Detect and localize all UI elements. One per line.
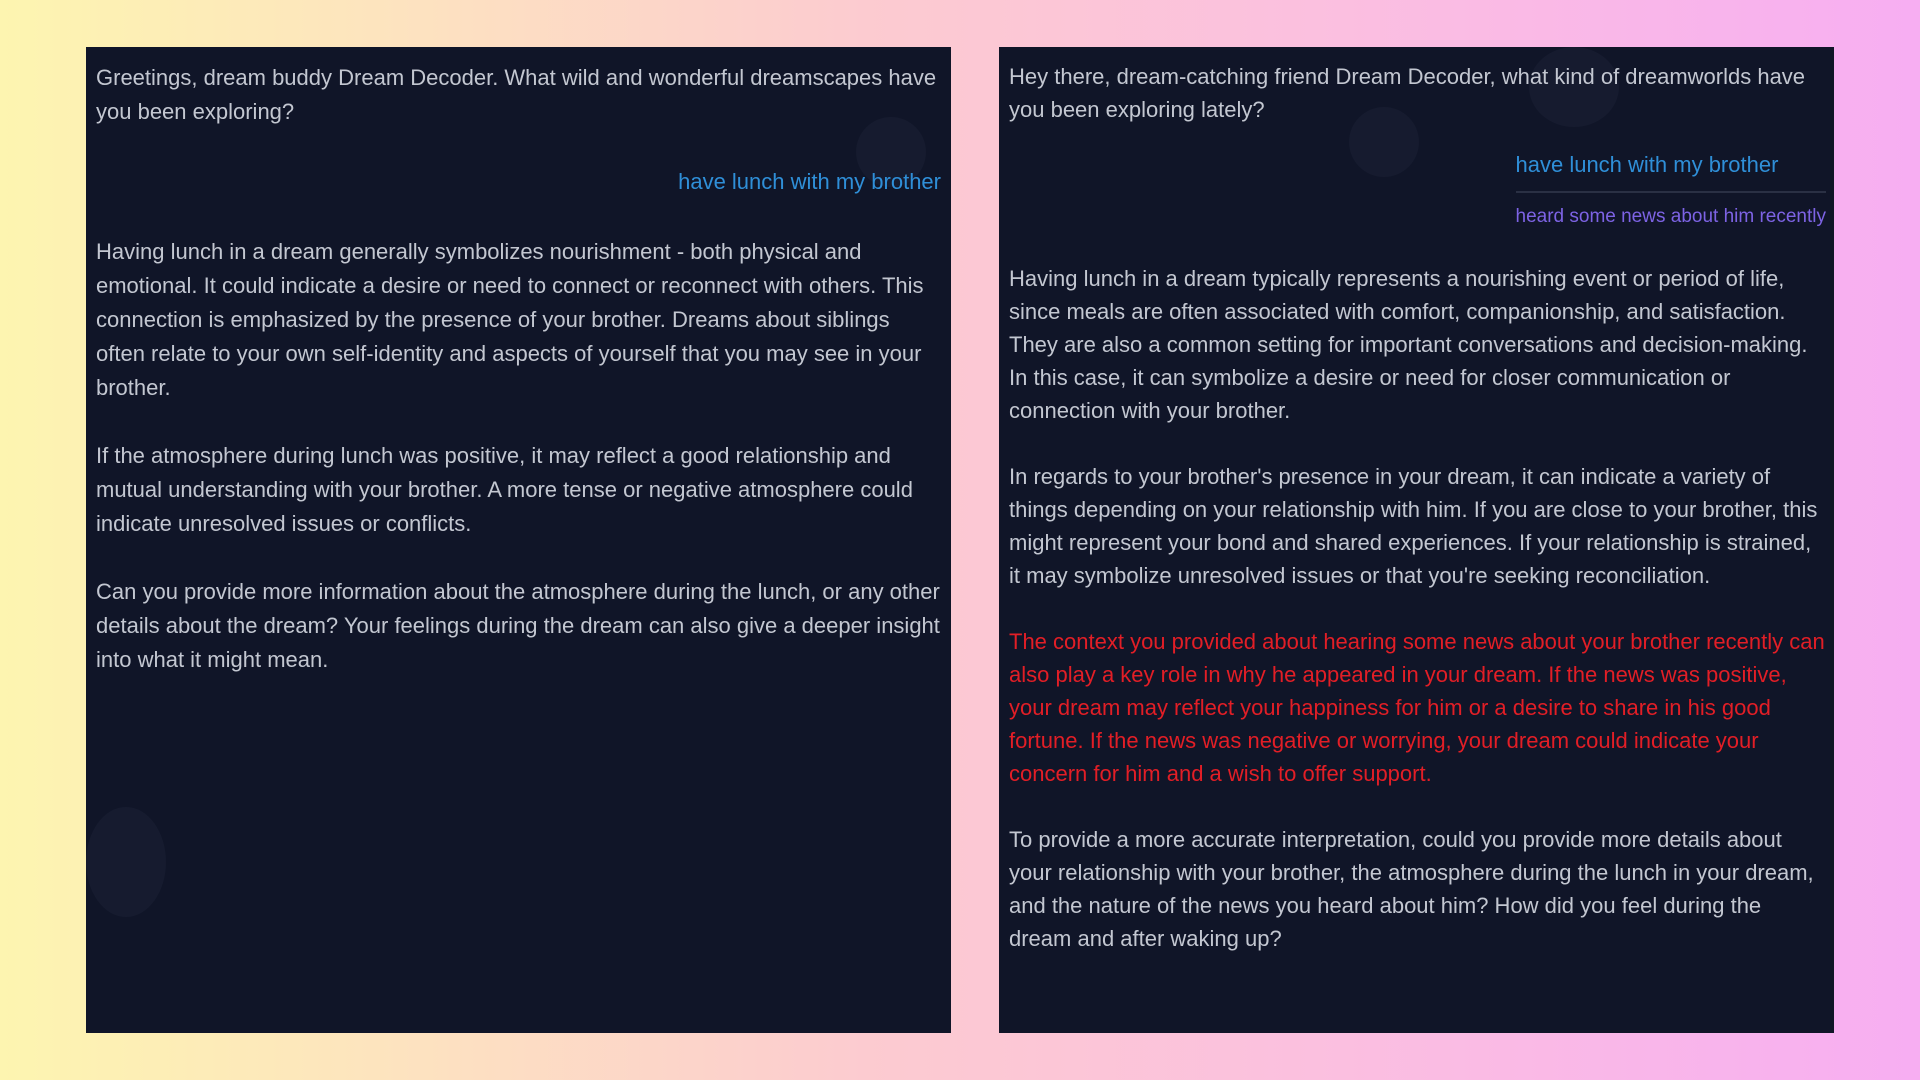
chat-thread-left (96, 61, 941, 677)
chat-thread-right (1009, 60, 1826, 955)
chat-panel-right (999, 47, 1834, 1033)
bot-greeting: Hey there, dream-catching friend Dream Decoder, what kind of dreamworlds have you been exploring lately? (1009, 64, 1806, 122)
highlighted-response-paragraph: The context you provided about hearing some news about your brother recently can also play a key role in why he appeared in your dream. If the news was positive, your dream may reflect your happiness for him or a desire to share in his good fortune. If the news was negative or worrying, your dream could indicate your concern for him and a wish to offer support. (1009, 629, 1825, 786)
bot-greeting: Greetings, dream buddy Dream Decoder. What wild and wonderful dreamscapes have you been exploring? (96, 65, 937, 124)
background-decoration (86, 807, 166, 917)
user-message-row (96, 167, 941, 197)
bot-response-paragraph: To provide a more accurate interpretation, could you provide more details about your relationship with your brother, the atmosphere during the lunch in your dream, and the nature of the news you heard about him? How did you feel during the dream and after waking up? (1009, 827, 1814, 951)
user-message: have lunch with my brother (678, 169, 941, 194)
context-message: heard some news about him recently (1515, 206, 1826, 227)
bot-response-paragraph: Can you provide more information about the atmosphere during the lunch, or any other details about the dream? Your feelings during the dream can also give a deeper insight into what it might mean. (96, 579, 940, 672)
message-divider (1516, 191, 1827, 193)
user-message: have lunch with my brother (1515, 152, 1779, 177)
user-message-row (1009, 150, 1826, 230)
bot-response-paragraph: Having lunch in a dream typically represents a nourishing event or period of life, since meals are often associated with comfort, companionship, and satisfaction. They are also a common setting for important conversations and decision-making. In this case, it can symbolize a desire or need for closer communication or connection with your brother. (1009, 266, 1808, 423)
chat-panel-left (86, 47, 951, 1033)
bot-response-paragraph: Having lunch in a dream generally symbolizes nourishment - both physical and emotional. It could indicate a desire or need to connect or reconnect with others. This connection is emphasized by the presence of your brother. Dreams about siblings often relate to your own self-identity and aspects of yourself that you may see in your brother. (96, 239, 924, 400)
bot-response-paragraph: If the atmosphere during lunch was positive, it may reflect a good relationship and mutual understanding with your brother. A more tense or negative atmosphere could indicate unresolved issues or conflicts. (96, 443, 913, 536)
user-message-group (1516, 150, 1827, 230)
bot-response-paragraph: In regards to your brother's presence in your dream, it can indicate a variety of things depending on your relationship with him. If you are close to your brother, this might represent your bond and shared experiences. If your relationship is strained, it may symbolize unresolved issues or that you're seeking reconciliation. (1009, 464, 1818, 588)
